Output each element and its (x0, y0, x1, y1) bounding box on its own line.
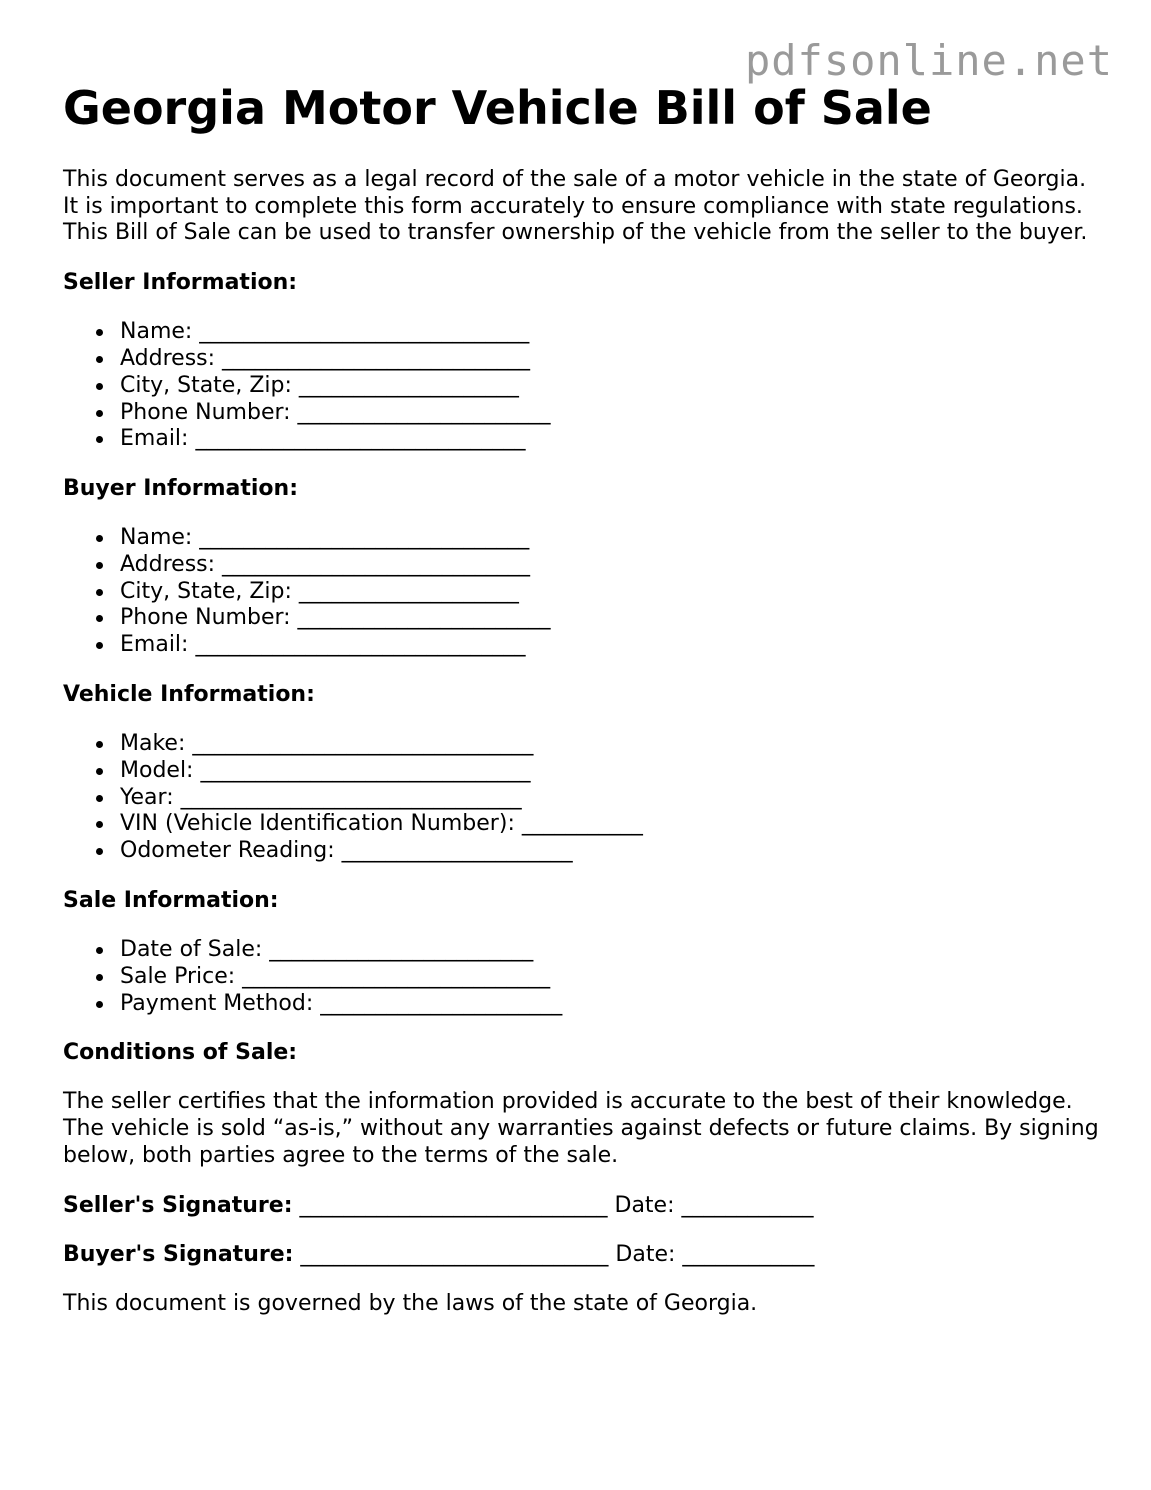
buyer-name-field: Name: ______________________________ (120, 525, 1103, 552)
buyer-section-heading: Buyer Information: (63, 476, 298, 502)
seller-fields-list (63, 319, 1103, 453)
vehicle-vin-field: VIN (Vehicle Identification Number): ___________ (120, 811, 1103, 838)
vehicle-odometer-field: Odometer Reading: _____________________ (120, 838, 1103, 865)
intro-paragraph: This document serves as a legal record of the sale of a motor vehicle in the state of Georgia. It is important to complete this form accurately to ensure compliance with state regulations. This Bill of Sale can be used to transfer ownership of the vehicle from the seller to the buyer. (63, 167, 1088, 246)
buyer-phone-field: Phone Number: _______________________ (120, 605, 1103, 632)
watermark-logo: pdfsonline.net (744, 36, 1113, 85)
seller-phone-field: Phone Number: _______________________ (120, 400, 1103, 427)
vehicle-year-field: Year: _______________________________ (120, 785, 1103, 812)
sale-section-heading: Sale Information: (63, 888, 279, 914)
seller-section-heading: Seller Information: (63, 270, 298, 296)
conditions-paragraph: The seller certifies that the information provided is accurate to the best of their knowledge. The vehicle is sold “as-is,” without any warranties against defects or future claims. By signing below, both parties agree to the terms of the sale. (63, 1089, 1099, 1168)
sale-date-field: Date of Sale: ________________________ (120, 937, 1103, 964)
document-title: Georgia Motor Vehicle Bill of Sale (63, 81, 932, 135)
seller-signature-line (63, 1193, 1103, 1219)
sale-payment-method-field: Payment Method: ______________________ (120, 991, 1103, 1018)
seller-email-field: Email: ______________________________ (120, 426, 1103, 453)
document-page (63, 82, 1103, 1317)
buyer-signature-blank: ____________________________ (293, 1241, 616, 1267)
buyer-address-field: Address: ____________________________ (120, 552, 1103, 579)
seller-address-field: Address: ____________________________ (120, 346, 1103, 373)
seller-name-field: Name: ______________________________ (120, 319, 1103, 346)
seller-signature-date: Date: ____________ (614, 1192, 814, 1218)
vehicle-model-field: Model: ______________________________ (120, 758, 1103, 785)
sale-price-field: Sale Price: ____________________________ (120, 964, 1103, 991)
governing-law-footer: This document is governed by the laws of the state of Georgia. (63, 1290, 758, 1316)
seller-signature-label: Seller's Signature: (63, 1192, 293, 1218)
buyer-signature-label: Buyer's Signature: (63, 1241, 294, 1267)
buyer-signature-date: Date: ____________ (615, 1241, 815, 1267)
buyer-fields-list (63, 525, 1103, 659)
vehicle-section-heading: Vehicle Information: (63, 682, 315, 708)
vehicle-make-field: Make: _______________________________ (120, 731, 1103, 758)
buyer-city-state-zip-field: City, State, Zip: ____________________ (120, 579, 1103, 606)
conditions-section-heading: Conditions of Sale: (63, 1040, 298, 1066)
sale-fields-list (63, 937, 1103, 1017)
seller-signature-blank: ____________________________ (292, 1192, 615, 1218)
buyer-signature-line (63, 1242, 1103, 1268)
seller-city-state-zip-field: City, State, Zip: ____________________ (120, 373, 1103, 400)
vehicle-fields-list (63, 731, 1103, 865)
buyer-email-field: Email: ______________________________ (120, 632, 1103, 659)
